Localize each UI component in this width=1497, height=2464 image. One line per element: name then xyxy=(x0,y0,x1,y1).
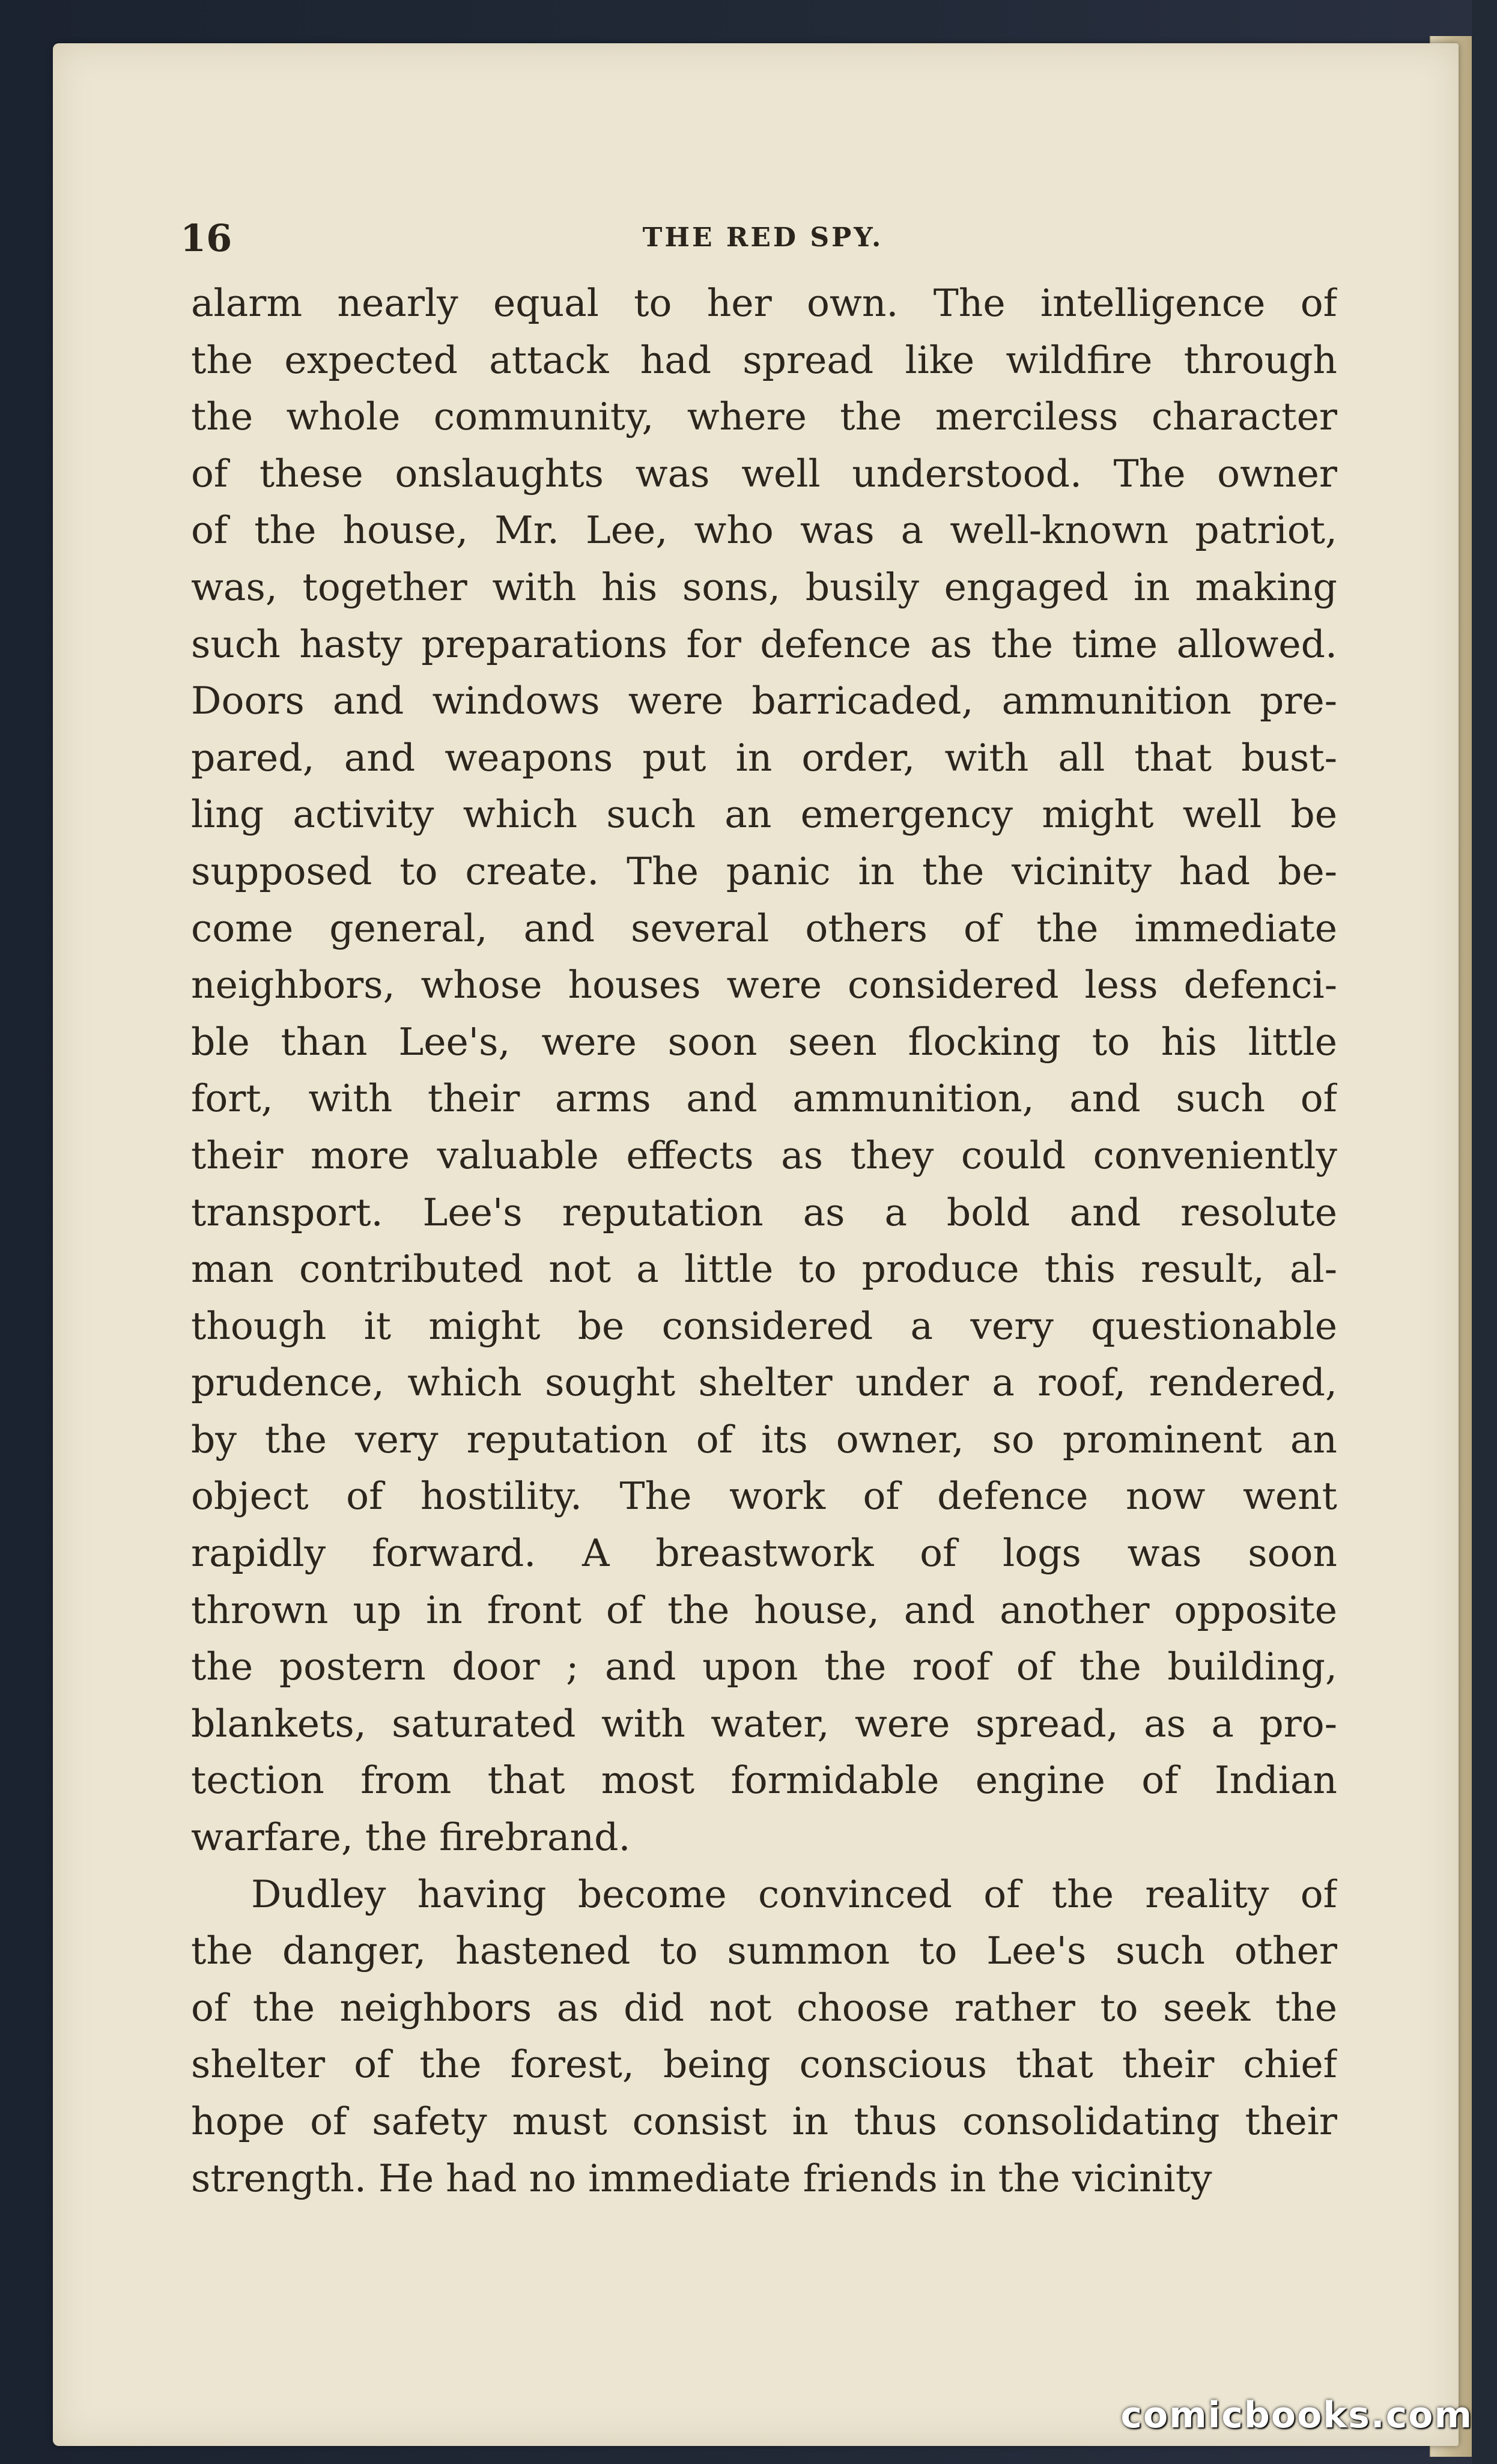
running-title: THE RED SPY. xyxy=(642,222,884,253)
text-line: shelter of the forest, being conscious that their chief xyxy=(191,2042,1337,2087)
text-line: Dudley having become convinced of the reality of xyxy=(251,1872,1337,1916)
body-text xyxy=(191,275,1337,2207)
text-line: the whole community, where the merciless character xyxy=(191,395,1337,439)
text-line: was, together with his sons, busily engaged in making xyxy=(191,565,1337,609)
text-line: the danger, hastened to summon to Lee's such other xyxy=(191,1929,1337,1973)
text-line: the postern door ; and upon the roof of the building, xyxy=(191,1645,1337,1689)
text-line: their more valuable effects as they could conveniently xyxy=(191,1133,1337,1177)
text-line: ling activity which such an emergency might well be xyxy=(191,792,1337,837)
running-head xyxy=(180,216,1346,264)
text-line: hope of safety must consist in thus consolidating their xyxy=(191,2099,1337,2143)
text-line: rapidly forward. A breastwork of logs was soon xyxy=(191,1531,1337,1576)
text-line: though it might be considered a very questionable xyxy=(191,1303,1337,1348)
text-line: come general, and several others of the immediate xyxy=(191,906,1337,950)
text-line: Doors and windows were barricaded, ammunition pre- xyxy=(191,679,1337,723)
text-line: by the very reputation of its owner, so prominent an xyxy=(191,1417,1337,1461)
text-line: neighbors, whose houses were considered less defenci- xyxy=(191,963,1337,1007)
watermark: comicbooks.com xyxy=(1120,2394,1473,2436)
text-line: warfare, the firebrand. xyxy=(191,1815,631,1860)
text-line: man contributed not a little to produce this result, al- xyxy=(191,1247,1337,1291)
text-line: thrown up in front of the house, and another opposite xyxy=(191,1588,1337,1632)
text-line: the expected attack had spread like wildfire through xyxy=(191,338,1337,382)
text-line: supposed to create. The panic in the vicinity had be- xyxy=(191,849,1337,893)
text-line: strength. He had no immediate friends in the vicinity xyxy=(191,2156,1212,2200)
text-line: transport. Lee's reputation as a bold and resolute xyxy=(191,1190,1337,1234)
text-line: ble than Lee's, were soon seen flocking to his little xyxy=(191,1019,1337,1064)
text-line: of the neighbors as did not choose rather to seek the xyxy=(191,1985,1337,2030)
text-line: tection from that most formidable engine of Indian xyxy=(191,1758,1337,1803)
text-line: of these onslaughts was well understood. The owner xyxy=(191,451,1337,496)
text-line: object of hostility. The work of defence now went xyxy=(191,1474,1337,1519)
text-line: pared, and weapons put in order, with all that bust- xyxy=(191,735,1337,780)
text-line: alarm nearly equal to her own. The intelligence of xyxy=(191,281,1337,325)
page-number: 16 xyxy=(180,216,232,260)
text-line: such hasty preparations for defence as the time allowed. xyxy=(191,622,1337,666)
text-line: prudence, which sought shelter under a roof, rendered, xyxy=(191,1361,1337,1405)
scan-edge xyxy=(1472,0,1497,2464)
text-line: of the house, Mr. Lee, who was a well-known patriot, xyxy=(191,508,1337,553)
text-line: blankets, saturated with water, were spread, as a pro- xyxy=(191,1701,1337,1746)
text-line: fort, with their arms and ammunition, and such of xyxy=(191,1076,1337,1121)
